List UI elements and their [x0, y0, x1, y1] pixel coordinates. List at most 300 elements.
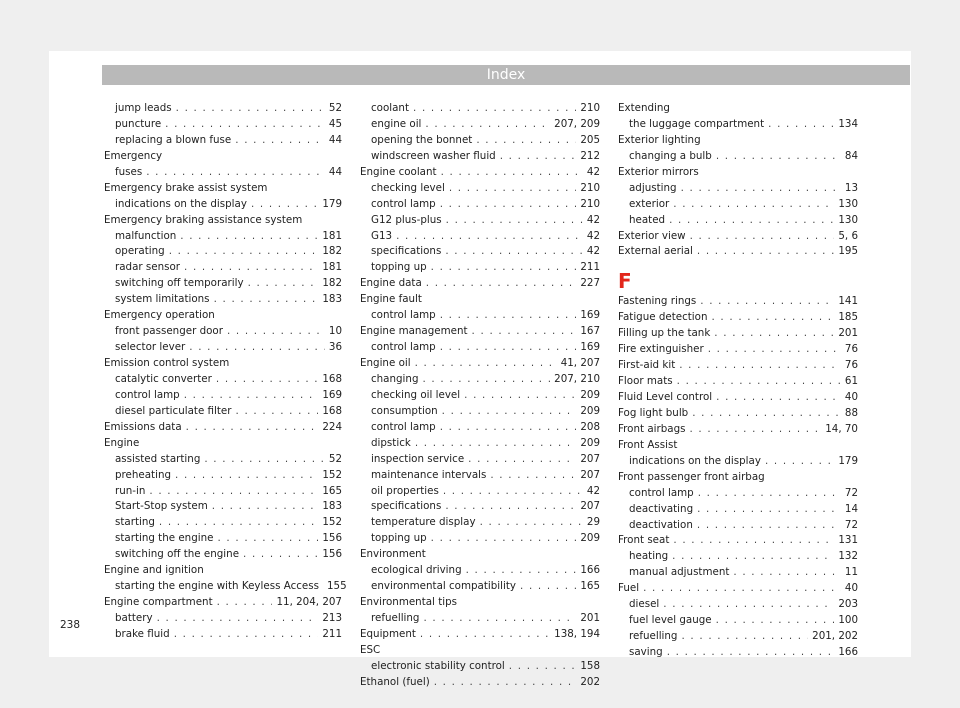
entry-term: changing a bulb — [629, 149, 712, 162]
entry-page-link[interactable]: 42 — [586, 213, 600, 226]
index-subentry — [104, 133, 342, 149]
index-subentry — [104, 101, 342, 117]
entry-page-link[interactable]: 179 — [322, 197, 342, 210]
index-entry — [618, 326, 858, 342]
index-entry — [618, 533, 858, 549]
entry-page-link[interactable]: 166 — [580, 564, 600, 577]
dot-leader — [216, 372, 318, 388]
index-subentry — [618, 486, 858, 502]
entry-page-link[interactable]: 169 — [322, 388, 342, 401]
entry-page-link[interactable]: 13 — [844, 181, 858, 194]
index-entry — [618, 310, 858, 326]
index-entry — [104, 149, 342, 165]
dot-leader — [214, 292, 319, 308]
entry-term: checking oil level — [371, 388, 461, 401]
index-subentry — [104, 611, 342, 627]
entry-page-link[interactable]: 202 — [580, 675, 600, 688]
dot-leader — [165, 117, 325, 133]
dot-leader — [180, 229, 318, 245]
index-entry — [360, 165, 600, 181]
entry-page-link[interactable]: 201 — [838, 327, 858, 340]
entry-term: Engine — [104, 436, 140, 449]
entry-term: manual adjustment — [629, 566, 730, 579]
entry-term: the luggage compartment — [629, 117, 765, 130]
dot-leader — [692, 406, 841, 422]
index-subentry — [360, 181, 600, 197]
entry-page-link[interactable]: 152 — [322, 468, 342, 481]
entry-term: battery — [115, 612, 153, 624]
entry-page-link[interactable]: 181 — [322, 261, 342, 274]
dot-leader — [681, 629, 808, 645]
dot-leader — [243, 547, 318, 563]
entry-page-link[interactable]: 41, 207 — [560, 357, 600, 369]
entry-page-link[interactable]: 207 — [580, 452, 600, 465]
entry-page-link[interactable]: 183 — [322, 293, 342, 306]
entry-page-link[interactable]: 168 — [322, 372, 342, 385]
entry-page-link[interactable]: 181 — [322, 229, 342, 242]
entry-term: oil properties — [371, 484, 439, 497]
entry-term: refuelling — [629, 630, 678, 643]
index-column-2 — [360, 101, 600, 691]
dot-leader — [440, 308, 577, 324]
index-subentry — [360, 117, 600, 133]
index-subentry — [360, 468, 600, 484]
entry-term: Environment — [360, 548, 426, 561]
entry-term: Environmental tips — [360, 596, 457, 609]
entry-term: specifications — [371, 245, 442, 258]
dot-leader — [186, 420, 319, 436]
entry-term: replacing a blown fuse — [115, 133, 232, 146]
entry-page-link[interactable]: 11, 204, 207 — [276, 596, 342, 609]
index-subentry — [104, 547, 342, 563]
index-entry — [618, 438, 858, 454]
entry-term: dipstick — [371, 436, 411, 449]
index-column-1 — [104, 101, 347, 643]
index-entry — [360, 324, 600, 340]
entry-page-link[interactable]: 132 — [838, 550, 858, 563]
entry-term: refuelling — [371, 612, 420, 624]
dot-leader — [189, 340, 325, 356]
index-subentry — [104, 468, 342, 484]
entry-page-link[interactable]: 182 — [322, 277, 342, 290]
entry-term: starting — [115, 516, 155, 529]
entry-term: switching off the engine — [115, 548, 240, 561]
entry-term: Front airbags — [618, 422, 686, 435]
index-subentry — [104, 197, 342, 213]
index-entry — [618, 133, 858, 149]
dot-leader — [768, 117, 834, 133]
entry-page-link[interactable]: 45 — [328, 117, 342, 130]
dot-leader — [697, 502, 841, 518]
index-entry — [104, 181, 342, 197]
dot-leader — [714, 326, 834, 342]
entry-term: topping up — [371, 261, 427, 274]
index-subentry — [618, 117, 858, 133]
entry-term: starting the engine with Keyless Access — [115, 580, 319, 593]
entry-term: Front Assist — [618, 438, 678, 451]
entry-page-link[interactable]: 207 — [580, 468, 600, 481]
dot-leader — [413, 101, 576, 117]
dot-leader — [169, 244, 319, 260]
entry-term: Engine coolant — [360, 165, 437, 178]
entry-page-link[interactable]: 152 — [322, 516, 342, 529]
entry-page-link[interactable]: 224 — [322, 420, 342, 433]
dot-leader — [184, 260, 318, 276]
index-subentry — [618, 597, 858, 613]
entry-term: Fluid Level control — [618, 391, 713, 403]
index-subentry — [360, 452, 600, 468]
entry-term: Engine management — [360, 325, 468, 338]
entry-page-link[interactable]: 210 — [580, 181, 600, 194]
index-subentry — [360, 308, 600, 324]
entry-term: Engine oil — [360, 357, 411, 369]
entry-page-link[interactable]: 210 — [580, 102, 600, 114]
dot-leader — [431, 531, 577, 547]
entry-page-link[interactable]: 52 — [328, 452, 342, 465]
dot-leader — [159, 515, 318, 531]
entry-term: Fog light bulb — [618, 406, 689, 419]
index-subentry — [104, 244, 342, 260]
index-entry — [360, 276, 600, 292]
index-subentry — [104, 499, 342, 515]
entry-term: checking level — [371, 181, 445, 194]
index-subentry — [104, 324, 342, 340]
index-subentry — [360, 229, 600, 245]
dot-leader — [227, 324, 325, 340]
entry-term: Engine compartment — [104, 596, 213, 609]
entry-term: Emergency braking assistance system — [104, 213, 303, 226]
dot-leader — [396, 229, 583, 245]
dot-leader — [440, 420, 577, 436]
dot-leader — [643, 581, 841, 597]
entry-page-link[interactable]: 168 — [322, 404, 342, 417]
entry-term: Exterior view — [618, 229, 686, 242]
entry-page-link[interactable]: 52 — [328, 102, 342, 114]
entry-page-link[interactable]: 169 — [580, 341, 600, 354]
entry-page-link[interactable]: 76 — [844, 343, 858, 356]
dot-leader — [697, 518, 841, 534]
index-subentry — [618, 181, 858, 197]
dot-leader — [472, 324, 577, 340]
dot-leader — [716, 613, 835, 629]
entry-term: changing — [371, 372, 419, 385]
index-subentry — [104, 515, 342, 531]
entry-page-link[interactable]: 44 — [328, 165, 342, 178]
entry-term: consumption — [371, 404, 438, 417]
entry-term: deactivating — [629, 502, 694, 515]
entry-page-link[interactable]: 29 — [586, 516, 600, 529]
dot-leader — [446, 213, 583, 229]
entry-page-link[interactable]: 227 — [580, 277, 600, 290]
dot-leader — [212, 499, 319, 515]
entry-term: indications on the display — [629, 454, 761, 467]
entry-term: engine oil — [371, 117, 422, 130]
entry-page-link[interactable]: 156 — [322, 548, 342, 561]
dot-leader — [468, 452, 576, 468]
entry-page-link[interactable]: 10 — [328, 325, 342, 338]
entry-page-link[interactable]: 130 — [838, 197, 858, 210]
entry-term: Fatigue detection — [618, 311, 708, 324]
entry-page-link[interactable]: 84 — [844, 149, 858, 162]
index-subentry — [360, 260, 600, 276]
dot-leader — [480, 515, 583, 531]
entry-term: Start-Stop system — [115, 500, 208, 513]
dot-leader — [667, 645, 835, 661]
dot-leader — [490, 468, 576, 484]
entry-term: environmental compatibility — [371, 580, 517, 593]
entry-term: Emissions data — [104, 420, 182, 433]
entry-term: electronic stability control — [371, 659, 505, 672]
entry-page-link[interactable]: 166 — [838, 646, 858, 658]
entry-term: Filling up the tank — [618, 327, 711, 340]
dot-leader — [672, 549, 834, 565]
index-subentry — [360, 213, 600, 229]
entry-page-link[interactable]: 203 — [838, 598, 858, 611]
entry-term: heating — [629, 550, 669, 563]
entry-term: ESC — [360, 643, 381, 656]
dot-leader — [248, 276, 319, 292]
entry-term: topping up — [371, 532, 427, 545]
dot-leader — [509, 659, 577, 675]
entry-page-link[interactable]: 213 — [322, 612, 342, 624]
entry-page-link[interactable]: 212 — [580, 149, 600, 162]
entry-page-link[interactable]: 42 — [586, 165, 600, 178]
entry-page-link[interactable]: 138, 194 — [554, 627, 600, 640]
index-entry — [618, 165, 858, 181]
entry-term: operating — [115, 245, 165, 258]
index-subentry — [618, 629, 858, 645]
index-subentry — [360, 388, 600, 404]
dot-leader — [440, 340, 577, 356]
entry-page-link[interactable]: 88 — [844, 406, 858, 419]
entry-page-link[interactable]: 42 — [586, 484, 600, 497]
index-subentry — [618, 197, 858, 213]
dot-leader — [520, 579, 576, 595]
entry-page-link[interactable]: 209 — [580, 436, 600, 449]
entry-term: assisted starting — [115, 452, 201, 465]
index-column-3 — [618, 101, 858, 661]
entry-page-link[interactable]: 165 — [580, 580, 600, 593]
index-subentry — [360, 499, 600, 515]
index-entry — [618, 358, 858, 374]
entry-page-link[interactable]: 72 — [844, 518, 858, 531]
entry-page-link[interactable]: 158 — [580, 659, 600, 672]
entry-page-link[interactable]: 185 — [838, 311, 858, 324]
entry-page-link[interactable]: 211 — [322, 627, 342, 640]
entry-term: exterior — [629, 197, 670, 210]
entry-page-link[interactable]: 131 — [838, 534, 858, 547]
entry-term: External aerial — [618, 245, 693, 258]
entry-term: adjusting — [629, 181, 677, 194]
index-entry — [618, 374, 858, 390]
entry-term: control lamp — [371, 341, 436, 354]
entry-page-link[interactable]: 179 — [838, 454, 858, 467]
dot-leader — [425, 117, 550, 133]
index-subentry — [618, 502, 858, 518]
index-entry — [104, 595, 342, 611]
entry-page-link[interactable]: 155 — [326, 580, 347, 593]
dot-leader — [157, 611, 319, 627]
index-subentry — [360, 197, 600, 213]
entry-term: control lamp — [371, 197, 436, 210]
index-subentry — [618, 565, 858, 581]
index-subentry — [104, 627, 342, 643]
dot-leader — [184, 388, 319, 404]
entry-term: control lamp — [371, 420, 436, 433]
dot-leader — [673, 197, 834, 213]
entry-page-link[interactable]: 141 — [838, 295, 858, 308]
entry-page-link[interactable]: 165 — [322, 484, 342, 497]
index-subentry — [360, 531, 600, 547]
page-header: Index — [102, 65, 910, 85]
dot-leader — [698, 486, 841, 502]
dot-leader — [443, 484, 583, 500]
entry-term: Extending — [618, 102, 670, 114]
entry-term: Equipment — [360, 627, 416, 640]
index-entry — [360, 547, 600, 563]
index-subentry — [104, 340, 342, 356]
dot-leader — [174, 627, 319, 643]
dot-leader — [431, 260, 577, 276]
entry-term: preheating — [115, 468, 172, 481]
index-subentry — [360, 372, 600, 388]
entry-term: starting the engine — [115, 532, 214, 545]
dot-leader — [697, 244, 834, 260]
entry-page-link[interactable]: 42 — [586, 245, 600, 258]
dot-leader — [441, 165, 583, 181]
entry-term: puncture — [115, 117, 162, 130]
entry-term: Ethanol (fuel) — [360, 675, 430, 688]
dot-leader — [689, 422, 821, 438]
index-entry — [618, 390, 858, 406]
entry-page-link[interactable]: 76 — [844, 359, 858, 372]
entry-term: control lamp — [115, 388, 180, 401]
entry-page-link[interactable]: 183 — [322, 500, 342, 513]
dot-leader — [204, 452, 325, 468]
entry-page-link[interactable]: 207, 210 — [554, 372, 600, 385]
entry-page-link[interactable]: 40 — [844, 391, 858, 403]
entry-page-link[interactable]: 5, 6 — [838, 229, 858, 242]
dot-leader — [708, 342, 841, 358]
index-subentry — [618, 645, 858, 661]
entry-page-link[interactable]: 201, 202 — [812, 630, 858, 643]
index-subentry — [104, 372, 342, 388]
entry-page-link[interactable]: 61 — [844, 375, 858, 388]
entry-term: Fastening rings — [618, 295, 697, 308]
index-subentry — [104, 484, 342, 500]
index-entry — [104, 356, 342, 372]
entry-term: system limitations — [115, 293, 210, 306]
dot-leader — [500, 149, 577, 165]
entry-page-link[interactable]: 211 — [580, 261, 600, 274]
entry-term: diesel — [629, 598, 660, 611]
entry-term: windscreen washer fluid — [371, 149, 496, 162]
index-subentry — [618, 518, 858, 534]
entry-page-link[interactable]: 169 — [580, 309, 600, 322]
dot-leader — [445, 499, 576, 515]
entry-page-link[interactable]: 130 — [838, 213, 858, 226]
entry-page-link[interactable]: 36 — [328, 341, 342, 354]
entry-page-link[interactable]: 44 — [328, 133, 342, 146]
entry-term: selector lever — [115, 341, 186, 354]
dot-leader — [669, 213, 834, 229]
dot-leader — [415, 436, 577, 452]
entry-term: Engine fault — [360, 293, 422, 306]
entry-page-link[interactable]: 42 — [586, 229, 600, 242]
index-subentry — [360, 244, 600, 260]
page-number: 238 — [60, 619, 81, 631]
dot-leader — [449, 181, 577, 197]
index-entry — [618, 406, 858, 422]
entry-page-link[interactable]: 11 — [844, 566, 858, 579]
entry-term: Front seat — [618, 534, 670, 547]
entry-page-link[interactable]: 209 — [580, 404, 600, 417]
entry-term: Floor mats — [618, 375, 673, 388]
entry-page-link[interactable]: 195 — [838, 245, 858, 258]
dot-leader — [146, 165, 325, 181]
dot-leader — [176, 101, 325, 117]
entry-page-link[interactable]: 134 — [838, 117, 858, 130]
index-subentry — [618, 549, 858, 565]
entry-term: catalytic converter — [115, 372, 212, 385]
entry-term: jump leads — [115, 102, 172, 114]
dot-leader — [217, 531, 318, 547]
entry-page-link[interactable]: 40 — [844, 582, 858, 595]
index-entry — [618, 470, 858, 486]
dot-leader — [442, 404, 577, 420]
entry-term: switching off temporarily — [115, 277, 244, 290]
index-subentry — [618, 454, 858, 470]
entry-term: maintenance intervals — [371, 468, 487, 481]
entry-page-link[interactable]: 14, 70 — [825, 422, 858, 435]
entry-page-link[interactable]: 208 — [580, 420, 600, 433]
entry-page-link[interactable]: 100 — [838, 614, 858, 627]
index-subentry — [360, 611, 600, 627]
entry-page-link[interactable]: 209 — [580, 388, 600, 401]
entry-term: diesel particulate filter — [115, 404, 232, 417]
dot-leader — [415, 356, 557, 372]
entry-page-link[interactable]: 72 — [844, 486, 858, 499]
dot-leader — [765, 454, 834, 470]
entry-page-link[interactable]: 207 — [580, 500, 600, 513]
index-entry — [618, 342, 858, 358]
index-subentry — [360, 340, 600, 356]
entry-page-link[interactable]: 210 — [580, 197, 600, 210]
entry-term: specifications — [371, 500, 442, 513]
dot-leader — [681, 181, 841, 197]
entry-page-link[interactable]: 201 — [580, 612, 600, 624]
entry-page-link[interactable]: 156 — [322, 532, 342, 545]
entry-page-link[interactable]: 167 — [580, 325, 600, 338]
index-entry — [360, 356, 600, 372]
index-subentry — [104, 260, 342, 276]
entry-term: brake fluid — [115, 627, 170, 640]
dot-leader — [700, 294, 834, 310]
entry-term: Fuel — [618, 582, 640, 595]
entry-page-link[interactable]: 207, 209 — [554, 117, 600, 130]
section-letter: F — [618, 269, 632, 294]
index-subentry — [104, 276, 342, 292]
index-subentry — [360, 484, 600, 500]
entry-page-link[interactable]: 14 — [844, 502, 858, 515]
entry-term: saving — [629, 646, 663, 658]
index-entry — [360, 643, 600, 659]
entry-page-link[interactable]: 205 — [580, 133, 600, 146]
entry-page-link[interactable]: 209 — [580, 532, 600, 545]
index-entry — [104, 308, 342, 324]
index-subentry — [360, 515, 600, 531]
entry-page-link[interactable]: 182 — [322, 245, 342, 258]
